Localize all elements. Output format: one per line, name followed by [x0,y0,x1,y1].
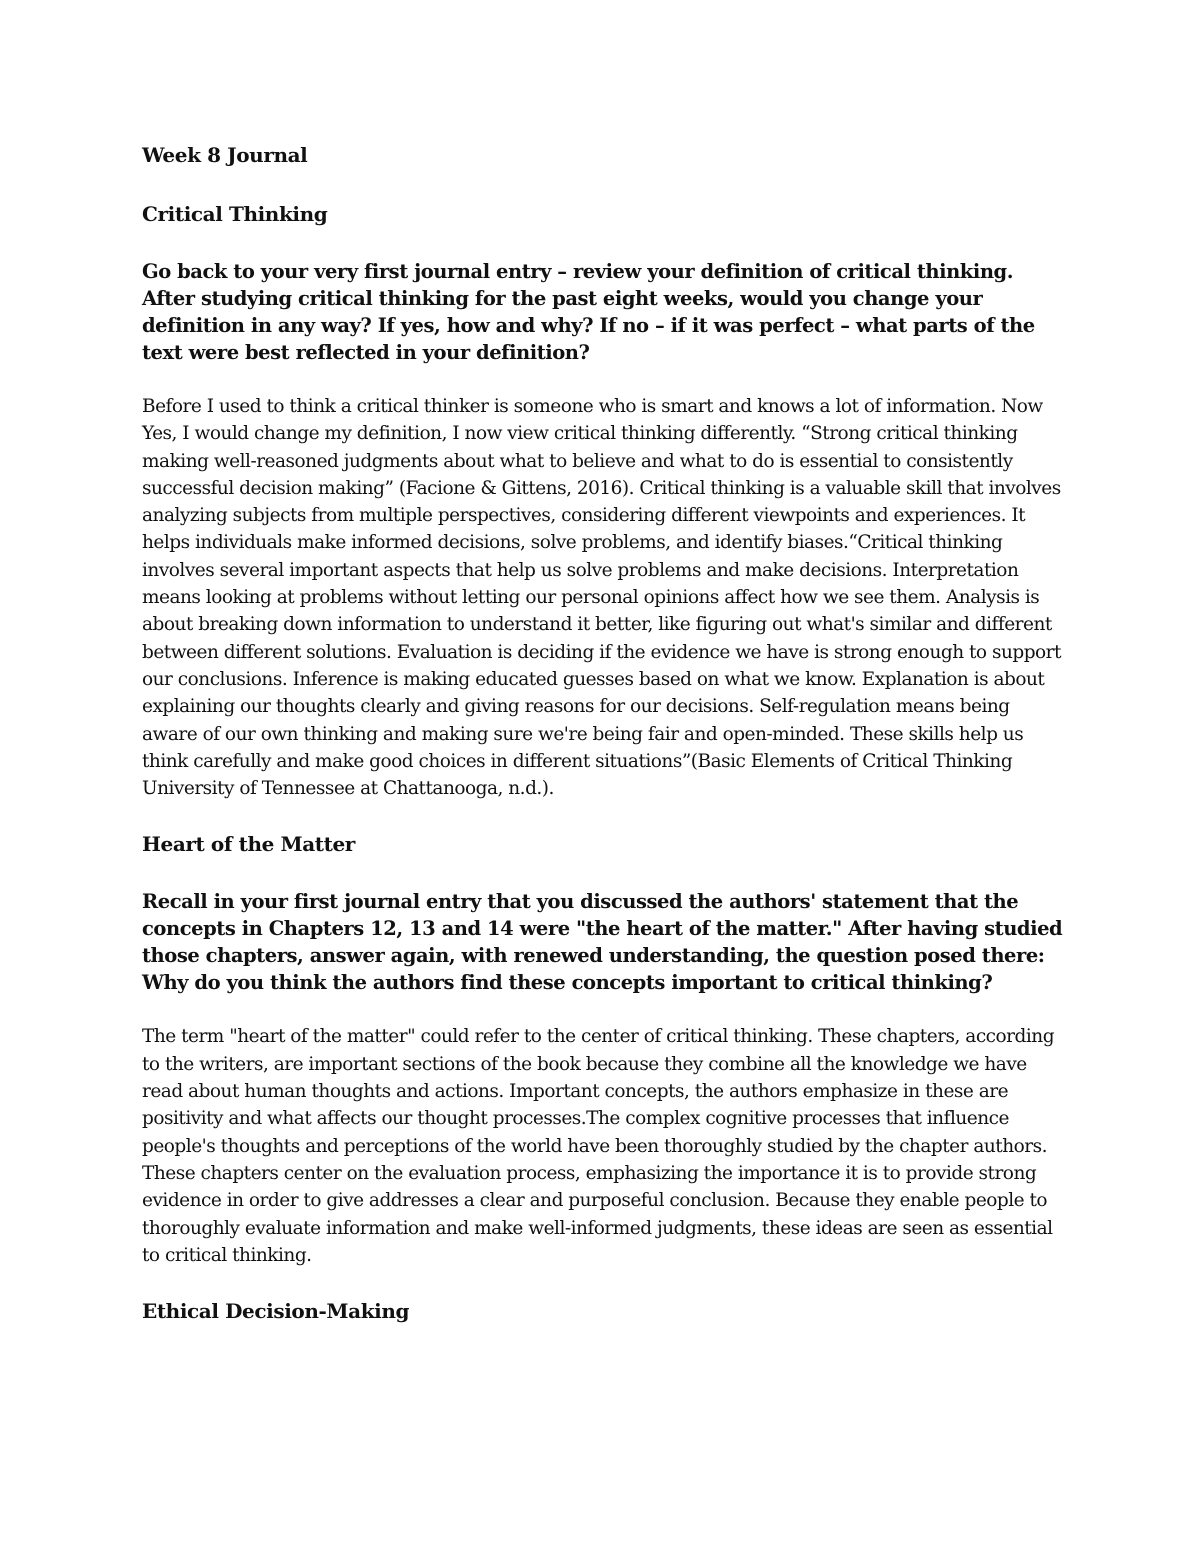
section-heading-critical-thinking: Critical Thinking [142,202,328,226]
document-body [142,140,1067,1327]
question-prompt-heart-of-the-matter: Recall in your first journal entry that you discussed the authors' statement that the concepts in Chapters 12, 13 and 14 were "the heart of the matter." After having studied those chapters, answer again, with renewed understanding, the question posed there: Why do you think the authors find these concepts important to critical thinking? [142,890,1063,995]
answer-paragraph-heart-of-the-matter: The term "heart of the matter" could refer to the center of critical thinking. These chapters, according to the writers, are important sections of the book because they combine all the knowledge we have read about human thoughts and actions. Important concepts, the authors emphasize in these are positivity and what affects our thought processes.The complex cognitive processes that influence people's thoughts and perceptions of the world have been thoroughly studied by the chapter authors. These chapters center on the evaluation process, emphasizing the importance it is to provide strong evidence in order to give addresses a clear and purposeful conclusion. Because they enable people to thoroughly evaluate information and make well-informed judgments, these ideas are seen as essential to critical thinking. [142,1026,1055,1266]
section-heading-ethical-decision-making: Ethical Decision-Making [142,1299,410,1324]
question-prompt-critical-thinking: Go back to your very first journal entry – review your definition of critical thinking. After studying critical thinking for the past eight weeks, would you change your definition in any way? If yes, how and why? If no – if it was perfect – what parts of the text were best reflected in your definition? [142,260,1035,364]
answer-paragraph-critical-thinking: Before I used to think a critical thinker is someone who is smart and knows a lot of information. Now Yes, I would change my definition, I now view critical thinking differently. “Strong critical thinking making well-reasoned judgments about what to believe and what to do is essential to consistently successful decision making” (Facione & Gittens, 2016). Critical thinking is a valuable skill that involves analyzing subjects from multiple perspectives, considering different viewpoints and experiences. It helps individuals make informed decisions, solve problems, and identify biases.“Critical thinking involves several important aspects that help us solve problems and make decisions. Interpretation means looking at problems without letting our personal opinions affect how we see them. Analysis is about breaking down information to understand it better, like figuring out what's similar and different between different solutions. Evaluation is deciding if the evidence we have is strong enough to support our conclusions. Inference is making educated guesses based on what we know. Explanation is about explaining our thoughts clearly and giving reasons for our decisions. Self-regulation means being aware of our own thinking and making sure we're being fair and open-minded. These skills help us think carefully and make good choices in different situations”(Basic Elements of Critical Thinking University of Tennessee at Chattanooga, n.d.). [142,396,1061,800]
document-title: Week 8 Journal [142,143,308,167]
section-heading-heart-of-the-matter: Heart of the Matter [142,832,355,857]
